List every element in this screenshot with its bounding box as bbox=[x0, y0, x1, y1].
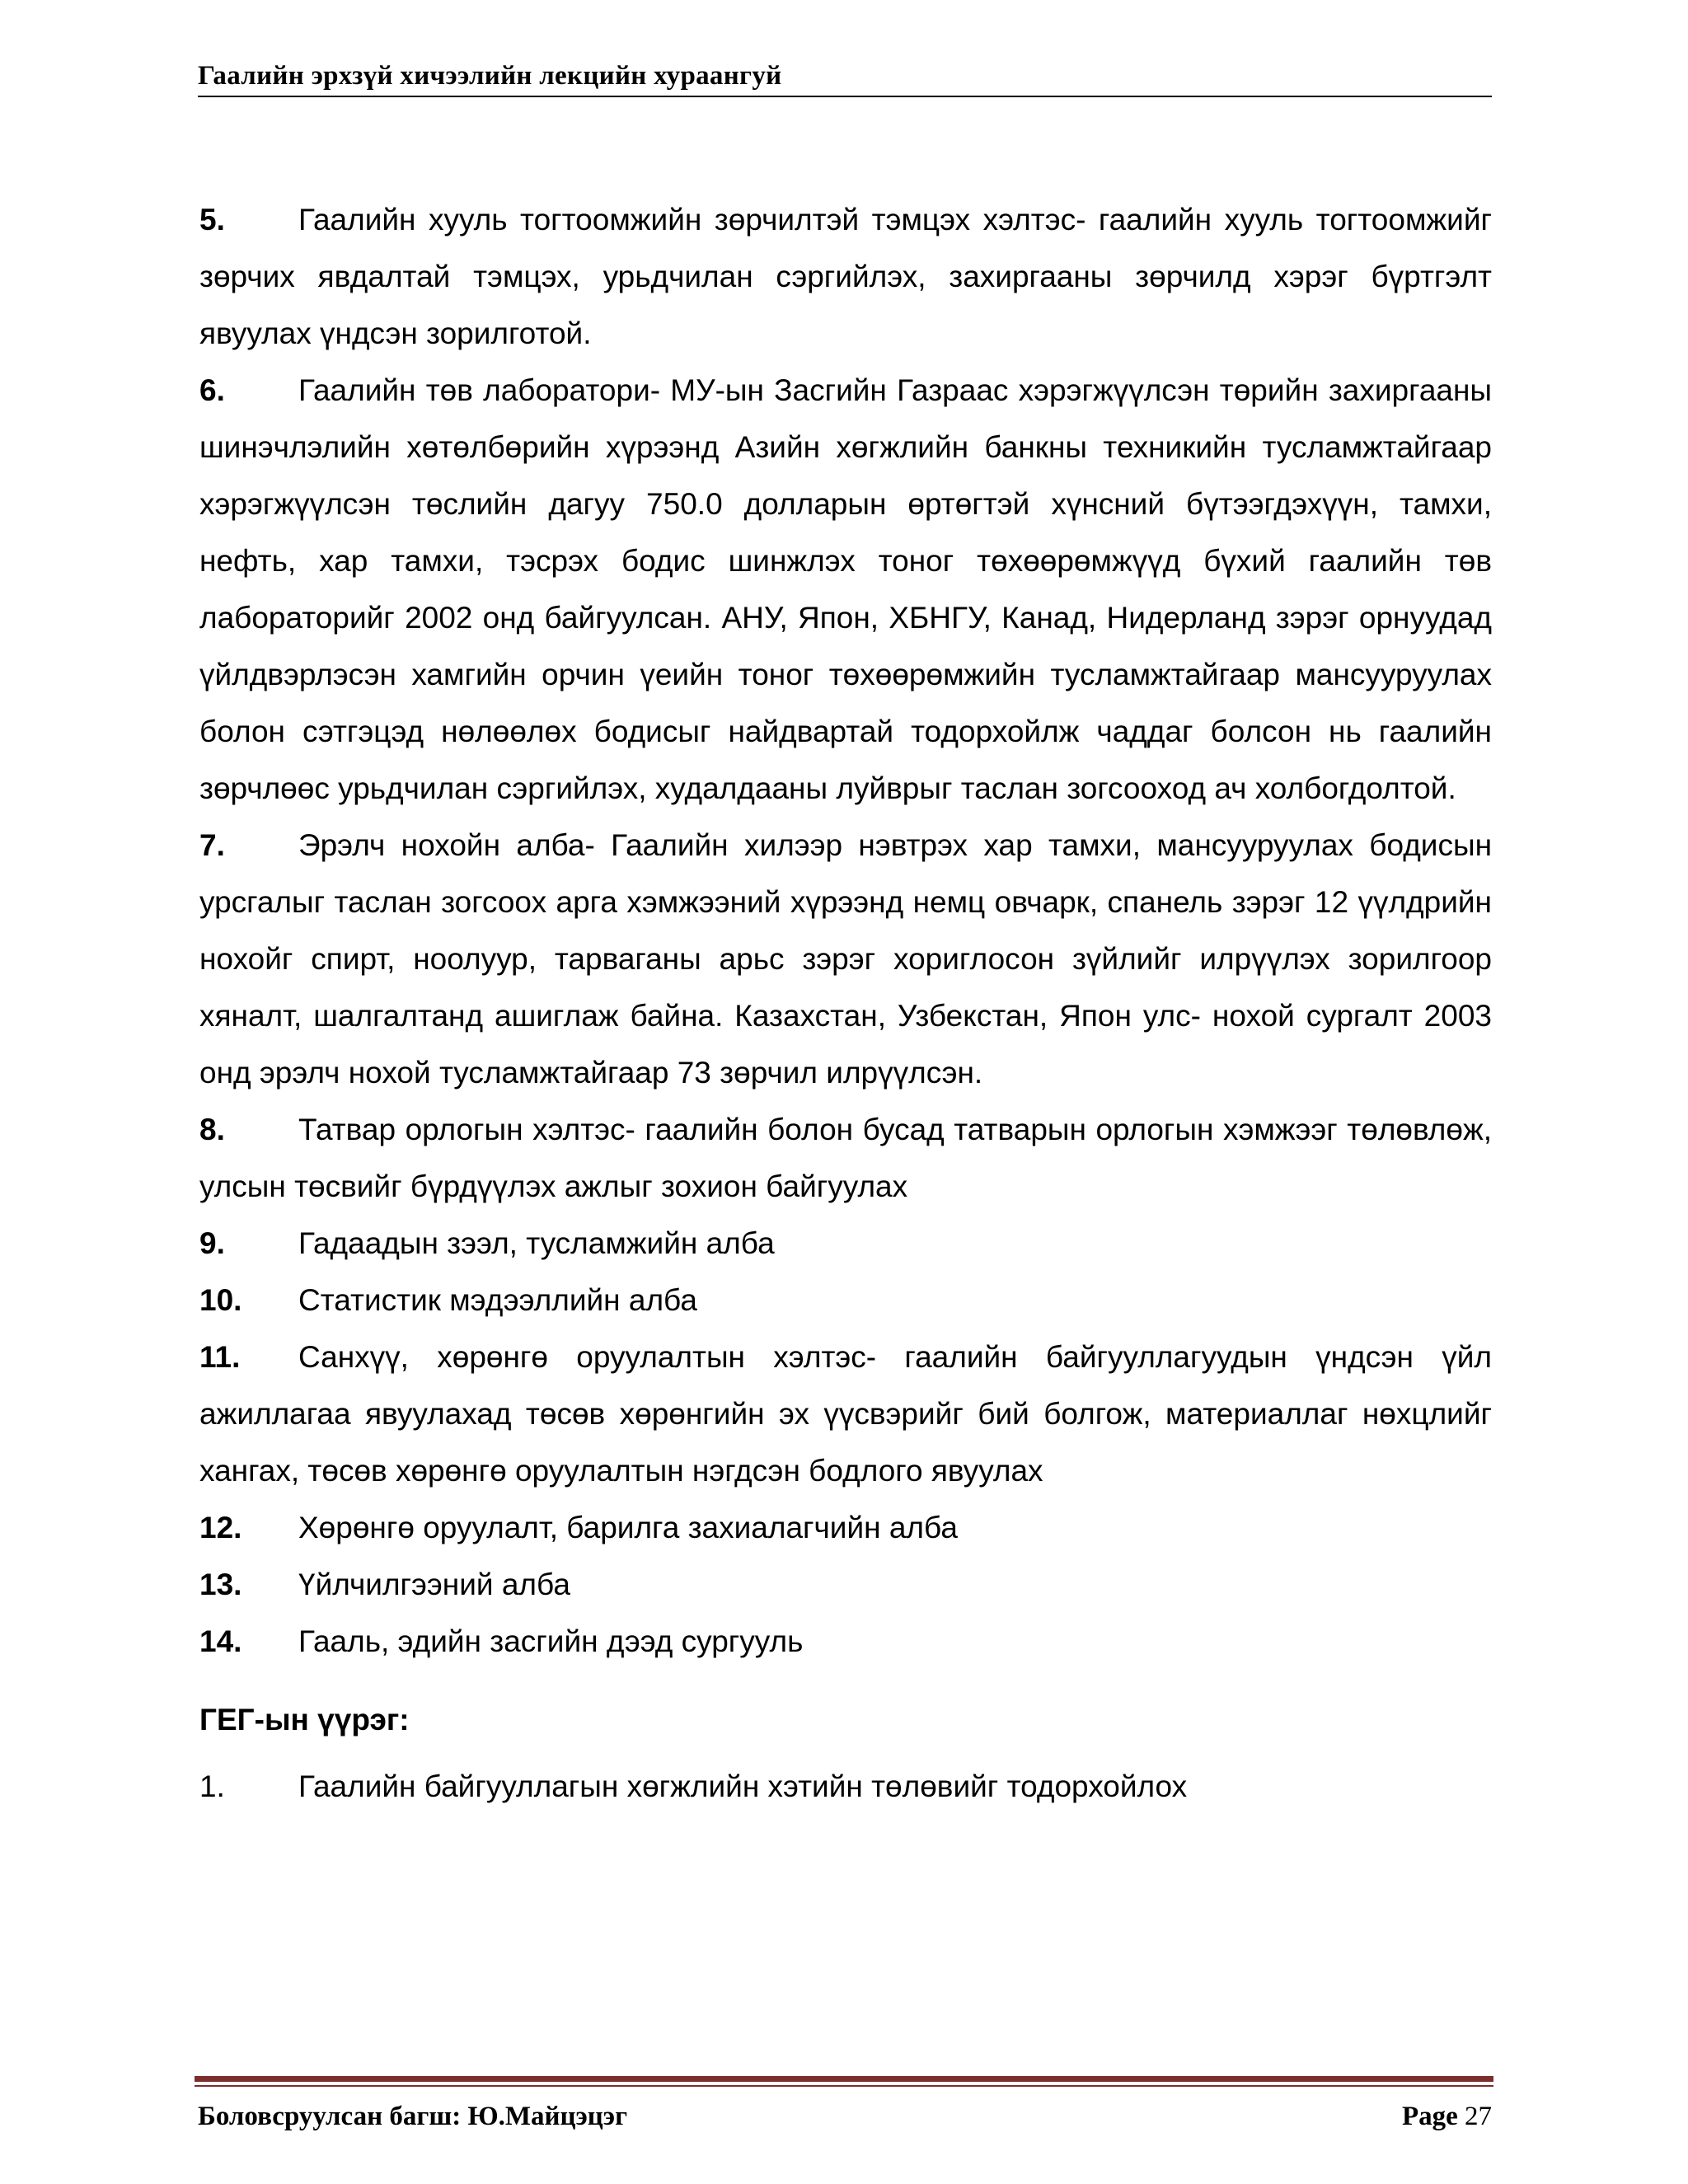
list-item bbox=[199, 817, 1492, 1101]
page-label: Page bbox=[1401, 2102, 1458, 2131]
list-item bbox=[199, 1101, 1492, 1215]
list-item bbox=[199, 1613, 1492, 1670]
item-text: Гаалийн хууль тогтоомжийн зөрчилтэй тэмцэх хэлтэс- гаалийн хууль тогтоомжийг зөрчих явдалтай тэмцэх, урьдчилан сэргийлэх, захиргааны зөрчилд хэрэг бүртгэлт явуулах үндсэн зорилготой. bbox=[199, 203, 1492, 350]
item-text: Санхүү, хөрөнгө оруулалтын хэлтэс- гаалийн байгууллагуудын үндсэн үйл ажиллагаа явуулахад төсөв хөрөнгийн эх үүсвэрийг бий болгож, материаллаг нөхцлийг хангах, төсөв хөрөнгө оруулалтын нэгдсэн бодлого явуулах bbox=[199, 1340, 1492, 1488]
page-number bbox=[1402, 2100, 1492, 2133]
footer-rule-thin bbox=[195, 2085, 1493, 2087]
item-number: 7. bbox=[199, 828, 225, 862]
list-item bbox=[199, 1758, 1492, 1815]
page-number-value: 27 bbox=[1465, 2102, 1492, 2131]
header-rule bbox=[198, 96, 1492, 97]
item-text: Хөрөнгө оруулалт, барилга захиалагчийн алба bbox=[298, 1511, 958, 1544]
item-number: 10. bbox=[199, 1283, 242, 1317]
item-text: Гадаадын зээл, тусламжийн алба bbox=[298, 1226, 775, 1260]
item-number: 13. bbox=[199, 1568, 242, 1601]
document-body bbox=[199, 191, 1492, 1815]
item-number: 11. bbox=[199, 1340, 241, 1374]
item-text: Эрэлч нохойн алба- Гаалийн хилээр нэвтрэх хар тамхи, мансууруулах бодисын урсгалыг таслан зогсоох арга хэмжээний хүрээнд немц овчарк, спанель зэрэг 12 үүлдрийн нохойг спирт, ноолуур, тарваганы арьс зэрэг хориглосон зүйлийг илрүүлэх зорилгоор хяналт, шалгалтанд ашиглаж байна. Казахстан, Узбекстан, Япон улс- нохой сургалт 2003 онд эрэлч нохой тусламжтайгаар 73 зөрчил илрүүлсэн. bbox=[199, 828, 1492, 1090]
item-number: 14. bbox=[199, 1624, 242, 1658]
item-text: Татвар орлогын хэлтэс- гаалийн болон бусад татварын орлогын хэмжээг төлөвлөж, улсын төсвийг бүрдүүлэх ажлыг зохион байгуулах bbox=[199, 1113, 1492, 1203]
item-number: 9. bbox=[199, 1226, 225, 1260]
list-item bbox=[199, 1556, 1492, 1613]
item-number: 12. bbox=[199, 1511, 242, 1544]
footer-rule-thick bbox=[195, 2076, 1493, 2082]
item-number: 6. bbox=[199, 373, 225, 407]
item-text: Гаалийн төв лаборатори- МУ-ын Засгийн Газраас хэрэгжүүлсэн төрийн захиргааны шинэчлэлийн хөтөлбөрийн хүрээнд Азийн хөгжлийн банкны техникийн тусламжтайгаар хэрэгжүүлсэн төслийн дагуу 750.0 долларын өртөгтэй хүнсний бүтээгдэхүүн, тамхи, нефть, хар тамхи, тэсрэх бодис шинжлэх тоног төхөөрөмжүүд бүхий гаалийн төв лабораторийг 2002 онд байгуулсан. АНУ, Япон, ХБНГУ, Канад, Нидерланд зэрэг орнуудад үйлдвэрлэсэн хамгийн орчин үеийн тоног төхөөрөмжийн тусламжтайгаар мансууруулах болон сэтгэцэд нөлөөлөх бодисыг найдвартай тодорхойлж чаддаг болсон нь гаалийн зөрчлөөс урьдчилан сэргийлэх, худалдааны луйврыг таслан зогсооход ач холбогдолтой. bbox=[199, 373, 1492, 805]
item-text: Үйлчилгээний алба bbox=[298, 1568, 570, 1601]
item-text: Гааль, эдийн засгийн дээд сургууль bbox=[298, 1624, 804, 1658]
item-text: Статистик мэдээллийн алба bbox=[298, 1283, 697, 1317]
item-number: 5. bbox=[199, 203, 225, 237]
page-header bbox=[198, 59, 1492, 92]
header-title: Гаалийн эрхзүй хичээлийн лекцийн хураангуй bbox=[198, 61, 782, 91]
spacer bbox=[199, 1748, 1492, 1758]
list-item bbox=[199, 1272, 1492, 1329]
item-number: 8. bbox=[199, 1113, 225, 1146]
list-item bbox=[199, 362, 1492, 817]
spacer bbox=[199, 1670, 1492, 1680]
item-number: 1. bbox=[199, 1769, 225, 1803]
section-title: ГЕГ-ын үүрэг: bbox=[199, 1703, 410, 1736]
list-item bbox=[199, 191, 1492, 362]
item-text: Гаалийн байгууллагын хөгжлийн хэтийн төлөвийг тодорхойлох bbox=[298, 1769, 1188, 1803]
list-item bbox=[199, 1499, 1492, 1556]
list-item bbox=[199, 1329, 1492, 1499]
footer-author: Боловсруулсан багш: Ю.Майцэцэг bbox=[198, 2102, 628, 2131]
list-item bbox=[199, 1215, 1492, 1272]
